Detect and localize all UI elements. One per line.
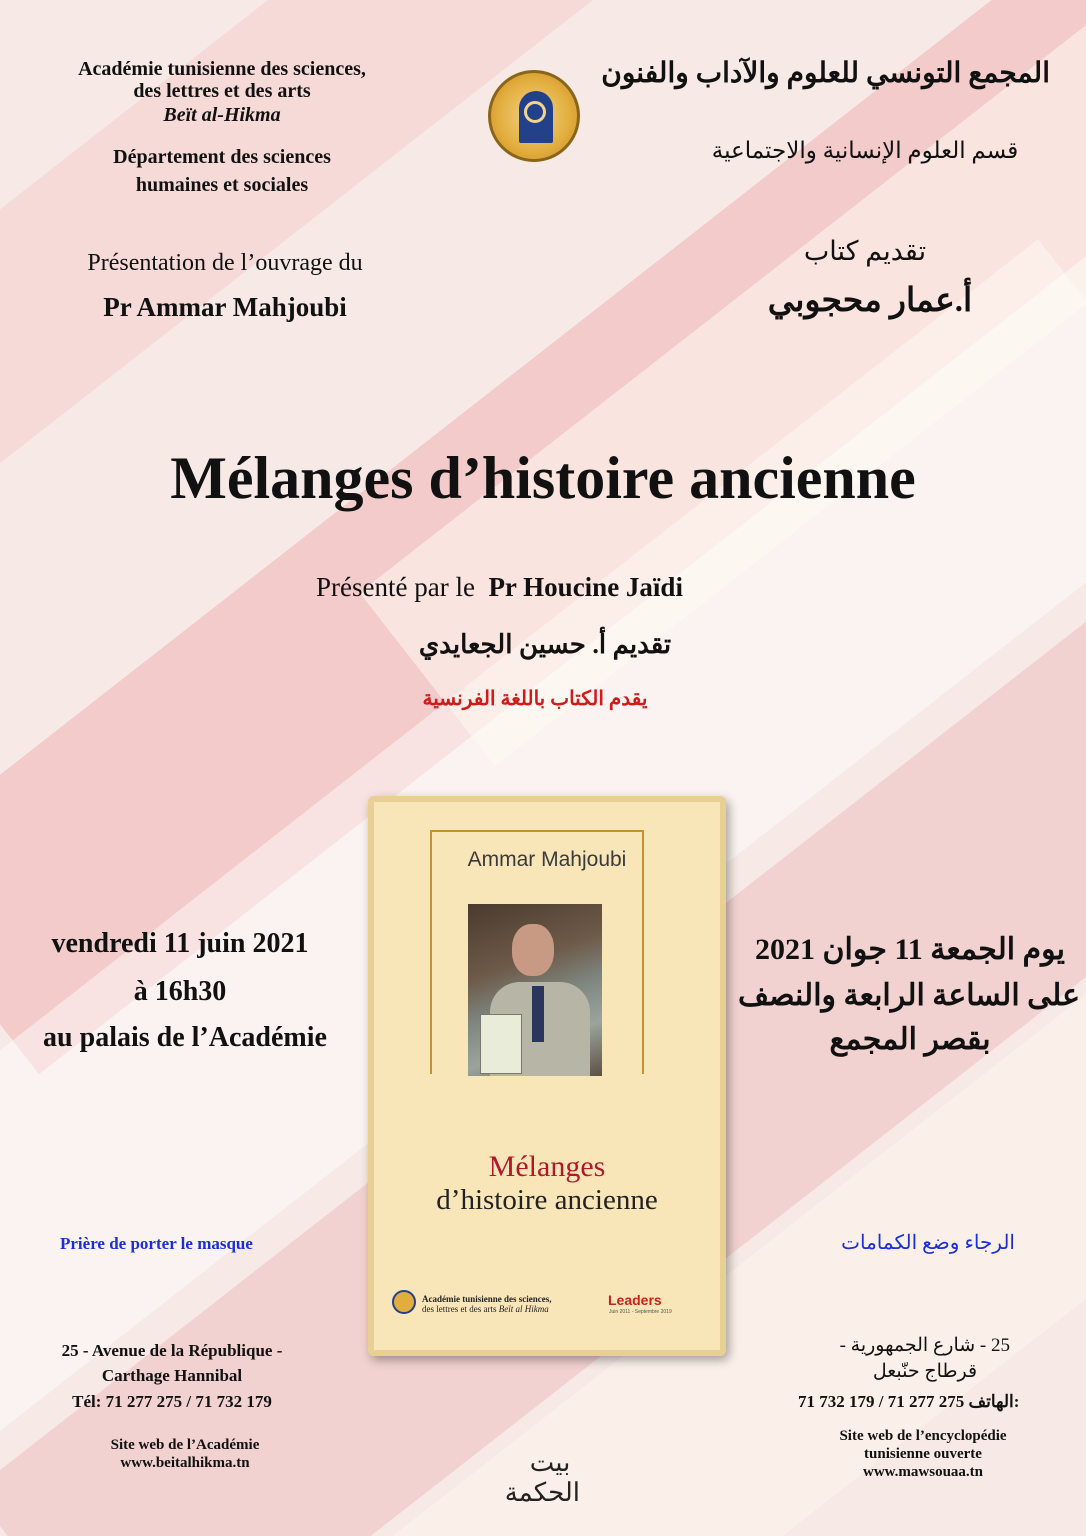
leaders-imprint: Leaders xyxy=(608,1292,662,1308)
phone-ar-number: 71 732 179 / 71 277 275 xyxy=(798,1392,965,1411)
presenter-line xyxy=(316,572,683,603)
academy-name-line2: des lettres et des arts xyxy=(133,80,311,102)
photo-face xyxy=(512,924,554,976)
event-date-ar: يوم الجمعة 11 جوان 2021 xyxy=(755,933,1065,966)
department-arabic: قسم العلوم الإنسانية والاجتماعية xyxy=(711,138,1019,163)
beit-al-hikma-calligraphy-logo: بيت الحكمة xyxy=(504,1448,580,1507)
address-fr-line1: 25 - Avenue de la République - xyxy=(61,1341,283,1360)
book-cover xyxy=(368,796,726,1356)
address-ar-line1: 25 - شارع الجمهورية - xyxy=(839,1335,1010,1356)
address-fr-line2: Carthage Hannibal xyxy=(101,1366,243,1385)
leaders-imprint-dates: Juin 2011 - Septembre 2019 xyxy=(609,1309,672,1315)
mask-notice-fr: Prière de porter le masque xyxy=(60,1234,253,1253)
publisher-line2: des lettres et des arts xyxy=(422,1304,497,1314)
book-title-line1: Mélanges xyxy=(488,1150,606,1183)
academy-name-line1: Académie tunisienne des sciences, xyxy=(78,58,366,80)
academy-name-arabic: المجمع التونسي للعلوم والآداب والفنون xyxy=(601,58,1050,89)
event-time-ar: على الساعة الرابعة والنصف xyxy=(737,979,1080,1012)
web-left-label: Site web de l’Académie xyxy=(110,1437,260,1453)
address-ar-line2: قرطاج حنّبعل xyxy=(872,1361,978,1382)
event-time-fr: à 16h30 xyxy=(133,976,227,1007)
department-line2: humaines et sociales xyxy=(135,174,309,196)
academy-seal-logo xyxy=(488,70,580,162)
event-place-fr: au palais de l’Académie xyxy=(43,1022,327,1053)
publisher-line3: Beït al Hikma xyxy=(498,1304,549,1314)
mask-notice-ar: الرجاء وضع الكمامات xyxy=(841,1232,1015,1254)
seal-ring xyxy=(524,101,546,123)
book-title-line2: d’histoire ancienne xyxy=(436,1184,658,1216)
publisher-name xyxy=(422,1294,552,1314)
academy-name-line3: Beït al-Hikma xyxy=(163,104,281,126)
web-right-label1: Site web de l’encyclopédie xyxy=(839,1428,1007,1444)
author-photo xyxy=(468,904,602,1076)
event-place-ar: بقصر المجمع xyxy=(829,1023,991,1056)
presenter-arabic: تقديم أ. حسين الجعايدي xyxy=(418,630,672,659)
photo-tie xyxy=(532,986,544,1042)
language-note-arabic: يقدم الكتاب باللغة الفرنسية xyxy=(422,688,648,710)
web-left-url[interactable]: www.beitalhikma.tn xyxy=(120,1455,250,1471)
presentation-author-fr: Pr Ammar Mahjoubi xyxy=(103,292,347,322)
book-author: Ammar Mahjoubi xyxy=(467,848,627,871)
publisher-logo xyxy=(392,1290,416,1314)
phone-ar xyxy=(798,1392,1019,1412)
photo-book xyxy=(480,1014,522,1074)
department-line1: Département des sciences xyxy=(113,146,331,168)
main-title: Mélanges d’histoire ancienne xyxy=(170,445,916,511)
presenter-prefix: Présenté par le xyxy=(316,572,475,602)
presenter-name: Pr Houcine Jaïdi xyxy=(488,572,683,602)
presentation-author-ar: أ.عمار محجوبي xyxy=(767,283,973,319)
web-right-url[interactable]: www.mawsouaa.tn xyxy=(862,1464,983,1480)
publisher-line1: Académie tunisienne des sciences, xyxy=(422,1294,552,1304)
event-date-fr: vendredi 11 juin 2021 xyxy=(51,928,309,959)
presentation-intro-ar: تقديم كتاب xyxy=(803,236,927,266)
web-right-label2: tunisienne ouverte xyxy=(864,1446,982,1462)
presentation-intro-fr: Présentation de l’ouvrage du xyxy=(87,250,363,276)
phone-ar-label: الهاتف: xyxy=(968,1392,1020,1411)
phone-fr: Tél: 71 277 275 / 71 732 179 xyxy=(72,1392,272,1411)
